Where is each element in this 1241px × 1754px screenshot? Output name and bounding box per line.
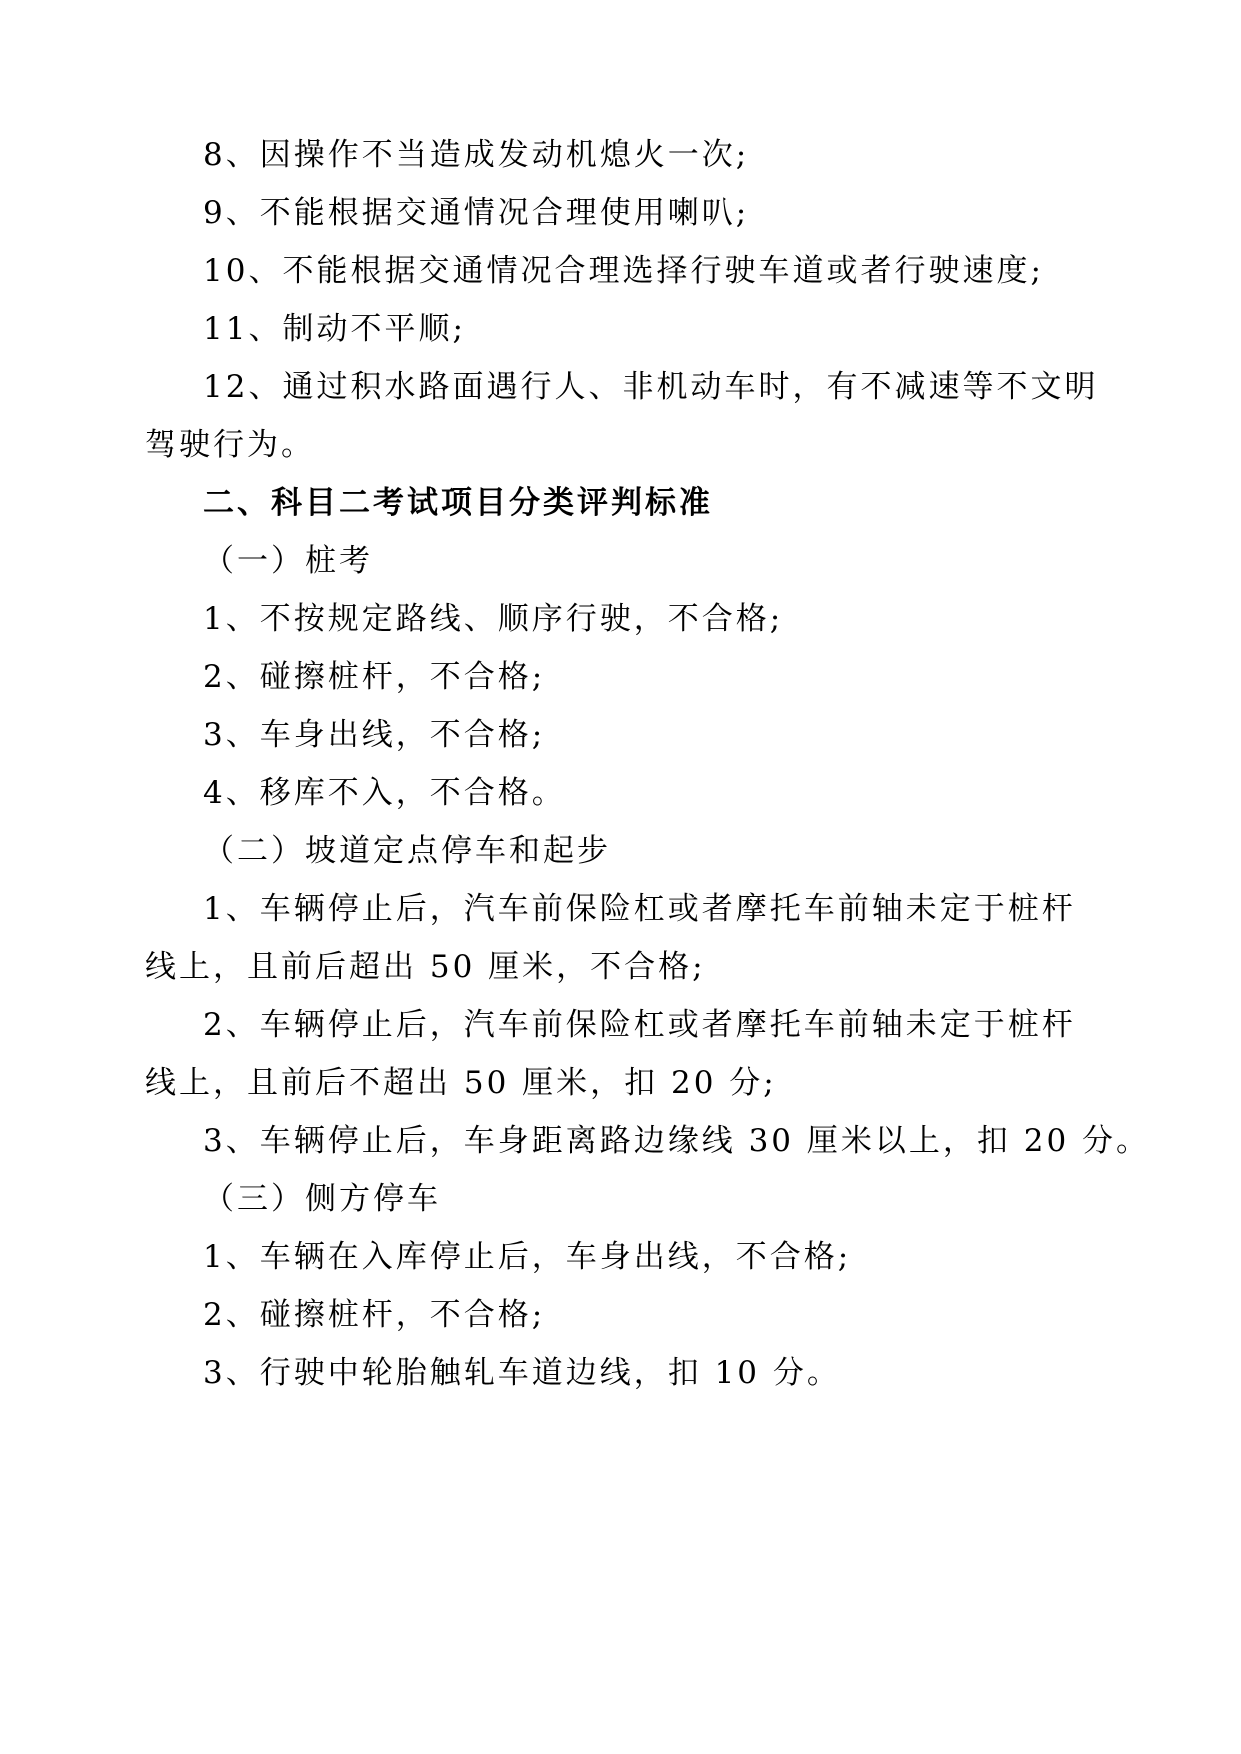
text-line: 1、车辆停止后，汽车前保险杠或者摩托车前轴未定于桩杆: [203, 891, 1076, 927]
text-line: 2、车辆停止后，汽车前保险杠或者摩托车前轴未定于桩杆: [203, 1007, 1076, 1043]
text-line: 1、不按规定路线、顺序行驶，不合格;: [203, 601, 784, 637]
text-line: 驾驶行为。: [145, 427, 315, 463]
subsection-heading: （一）桩考: [203, 543, 373, 579]
text-line: 12、通过积水路面遇行人、非机动车时，有不减速等不文明: [203, 369, 1099, 405]
text-line: 1、车辆在入库停止后，车身出线，不合格;: [203, 1239, 852, 1275]
text-line: 线上，且前后超出 50 厘米，不合格;: [145, 949, 706, 985]
subsection-heading: （二）坡道定点停车和起步: [203, 833, 611, 869]
subsection-heading: （三）侧方停车: [203, 1181, 441, 1217]
text-line: 9、不能根据交通情况合理使用喇叭;: [203, 195, 750, 231]
text-line: 线上，且前后不超出 50 厘米，扣 20 分;: [145, 1065, 777, 1101]
text-line: 3、车身出线，不合格;: [203, 717, 546, 753]
text-line: 3、行驶中轮胎触轧车道边线，扣 10 分。: [203, 1355, 841, 1391]
text-line: 2、碰擦桩杆，不合格;: [203, 1297, 546, 1333]
text-line: 2、碰擦桩杆，不合格;: [203, 659, 546, 695]
text-line: 11、制动不平顺;: [203, 311, 466, 347]
text-line: 10、不能根据交通情况合理选择行驶车道或者行驶速度;: [203, 253, 1044, 289]
text-line: 8、因操作不当造成发动机熄火一次;: [203, 137, 750, 173]
section-heading: 二、科目二考试项目分类评判标准: [203, 485, 713, 521]
text-line: 3、车辆停止后，车身距离路边缘线 30 厘米以上，扣 20 分。: [203, 1123, 1151, 1159]
text-line: 4、移库不入，不合格。: [203, 775, 566, 811]
